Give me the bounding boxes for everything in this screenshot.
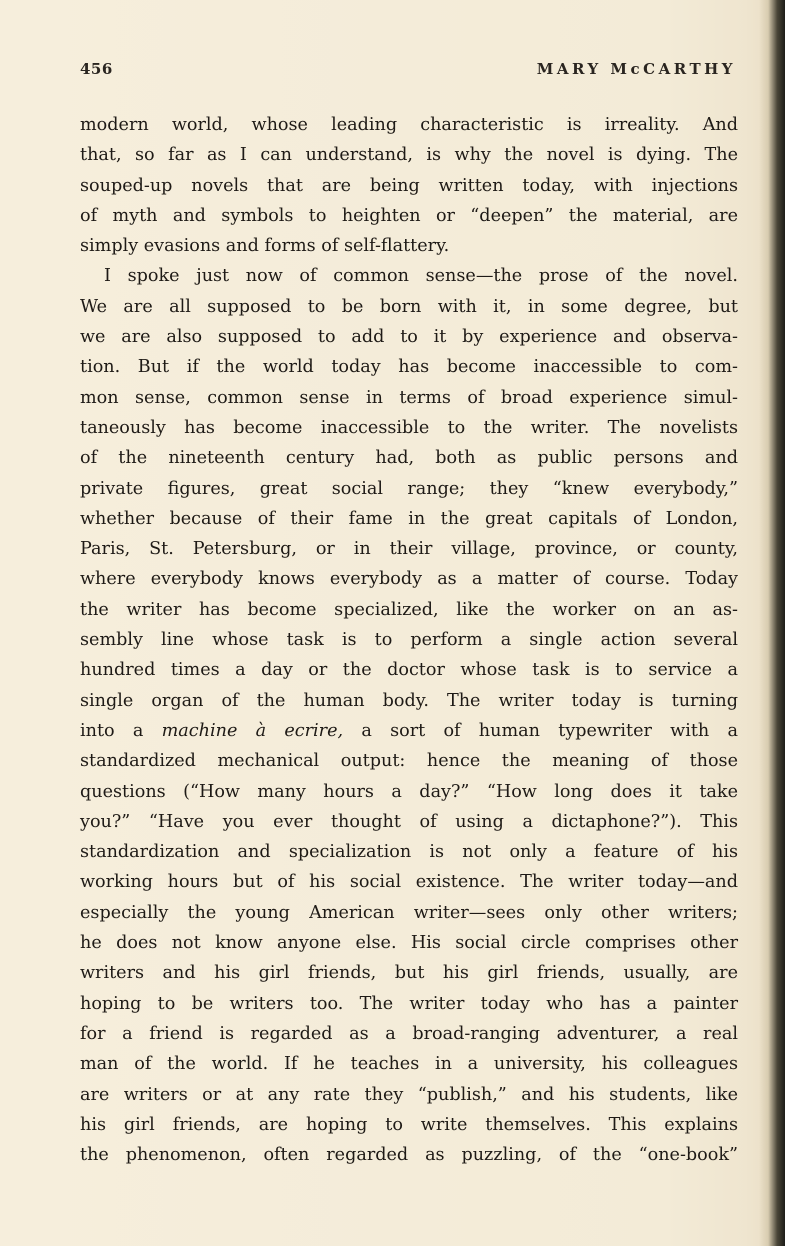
text-line: standardized mechanical output: hence the meaning of those xyxy=(80,751,738,772)
text-line: of myth and symbols to heighten or “deepen” the material, are xyxy=(80,205,738,226)
text-line: the phenomenon, often regarded as puzzling, of the “one-book” xyxy=(80,1145,738,1166)
text-line: he does not know anyone else. His social circle comprises other xyxy=(80,933,738,954)
text-line: taneously has become inaccessible to the writer. The novelists xyxy=(80,417,738,438)
body-text xyxy=(80,110,738,1170)
page-number: 456 xyxy=(80,60,113,78)
text-line: whether because of their fame in the great capitals of London, xyxy=(80,508,738,529)
italic-phrase: machine à ecrire, xyxy=(161,720,344,741)
text-line: you?” “Have you ever thought of using a dictaphone?”). This xyxy=(80,811,738,832)
text-line: where everybody knows everybody as a matter of course. Today xyxy=(80,569,738,590)
text-line: mon sense, common sense in terms of broad experience simul- xyxy=(80,387,738,408)
text-line: We are all supposed to be born with it, in some degree, but xyxy=(80,296,738,317)
book-spine-shadow xyxy=(759,0,785,1246)
text-line: hoping to be writers too. The writer today who has a painter xyxy=(80,993,738,1014)
text-line: single organ of the human body. The writer today is turning xyxy=(80,690,738,711)
text-line: Paris, St. Petersburg, or in their village, province, or county, xyxy=(80,539,738,560)
text-line: his girl friends, are hoping to write themselves. This explains xyxy=(80,1114,738,1135)
paragraph-2 xyxy=(80,261,738,1170)
text-line: modern world, whose leading characteristic is irreality. And xyxy=(80,115,738,135)
text-line: sembly line whose task is to perform a single action several xyxy=(80,630,738,651)
text-line: souped-up novels that are being written today, with injections xyxy=(80,175,738,196)
paragraph-1 xyxy=(80,110,738,261)
text-line: for a friend is regarded as a broad-ranging adventurer, a real xyxy=(80,1023,738,1044)
text-line: tion. But if the world today has become inaccessible to com- xyxy=(80,357,738,378)
text-line: we are also supposed to add to it by experience and observa- xyxy=(80,327,738,348)
text-line: standardization and specialization is not only a feature of his xyxy=(80,842,738,863)
text-line: of the nineteenth century had, both as public persons and xyxy=(80,448,738,469)
text-line: the writer has become specialized, like the worker on an as- xyxy=(80,599,738,620)
text-line: especially the young American writer—sees only other writers; xyxy=(80,902,738,923)
text-line: private figures, great social range; they “knew everybody,” xyxy=(80,478,738,499)
text-line: are writers or at any rate they “publish,” and his students, like xyxy=(80,1084,738,1105)
page-header xyxy=(80,58,740,84)
text-line: writers and his girl friends, but his girl friends, usually, are xyxy=(80,963,738,984)
text-line: simply evasions and forms of self-flattery. xyxy=(80,236,450,257)
text-line: working hours but of his social existence. The writer today—and xyxy=(80,872,738,893)
running-head: MARY McCARTHY xyxy=(536,60,736,78)
text-line: that, so far as I can understand, is why the novel is dying. The xyxy=(80,145,738,166)
text-line: questions (“How many hours a day?” “How long does it take xyxy=(80,781,738,802)
text-line: into a machine à ecrire, a sort of human typewriter with a xyxy=(80,720,738,741)
text-line: man of the world. If he teaches in a university, his colleagues xyxy=(80,1054,738,1075)
text-line: I spoke just now of common sense—the prose of the novel. xyxy=(104,266,738,287)
text-line: hundred times a day or the doctor whose task is to service a xyxy=(80,660,738,681)
